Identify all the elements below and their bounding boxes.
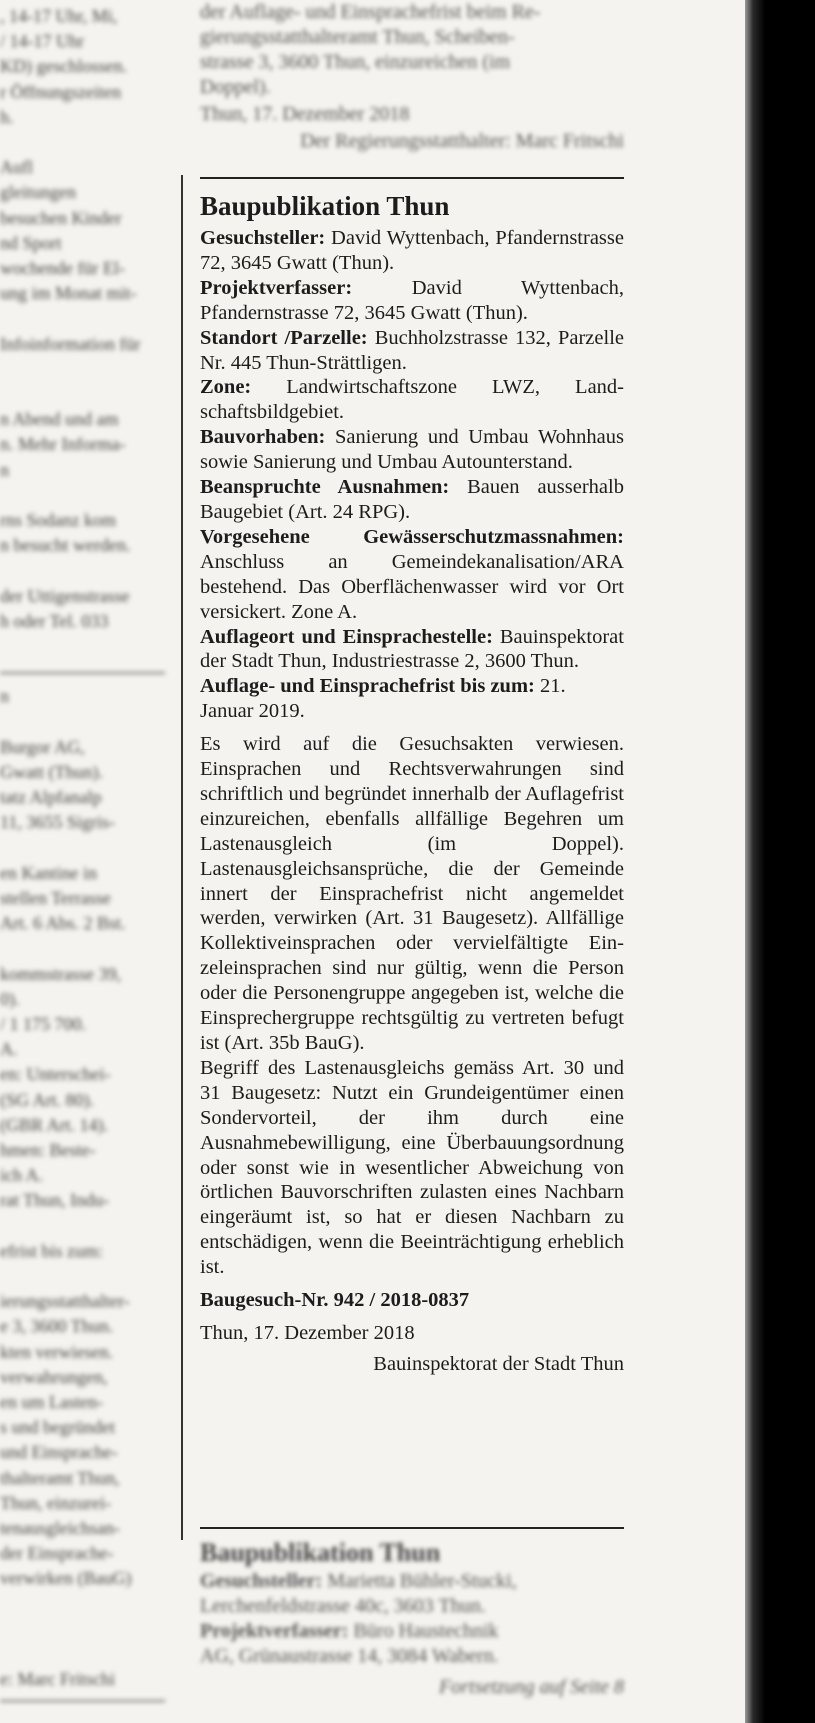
fragment-date: Thun, 17. Dezember 2018 <box>200 103 410 125</box>
left-column-line: rns Sodanz kom <box>0 510 116 530</box>
left-column-line: thalteramt Thun, <box>0 1467 120 1488</box>
left-column-line: verwahrungen, <box>0 1366 108 1387</box>
field-bauvorhaben <box>200 425 624 475</box>
left-column-line: tenausgleichsan- <box>0 1518 120 1538</box>
article-baupublikation <box>200 190 624 1377</box>
left-column-line: , 14-17 Uhr, Mi, <box>0 6 118 26</box>
left-column-line: besuchen Kinder <box>0 207 122 228</box>
left-column-line: h. <box>0 106 14 127</box>
fragment-line: strasse 3, 3600 Thun, einzureichen (im <box>200 51 511 73</box>
article-title: Baupublikation Thun <box>200 191 450 221</box>
divider-rule <box>200 1527 624 1529</box>
field-value: Büro Haustechnik <box>348 1620 499 1642</box>
left-column-line: 0). <box>0 988 20 1009</box>
left-column-line: nd Sport <box>0 232 62 253</box>
left-column-line: n <box>0 686 9 707</box>
left-column-line: Thun, einzurei- <box>0 1492 111 1513</box>
field-label: Gesuchsteller: <box>200 1570 323 1592</box>
field-einsprachefrist <box>200 674 624 724</box>
left-column-line: h oder Tel. 033 <box>0 610 109 631</box>
left-column-line: en um Lasten- <box>0 1392 103 1412</box>
left-column-line: der Uttigenstrasse <box>0 585 130 606</box>
left-column-line: KD) geschlossen. <box>0 56 127 77</box>
left-column-line: wochende für El- <box>0 258 125 278</box>
left-column-line: Infoinformation für <box>0 333 141 354</box>
left-column-line: e: Marc Fritschi <box>0 1669 115 1690</box>
body-paragraph: Es wird auf die Gesuchsakten verwiesen. Einsprachen und Rechtsverwahrungen sind schriftlich und begründet innerhalb der Auflagefrist einzureichen, ebenfalls allfällige Begehren um Lastenausgleich (im Doppel). Lastenausgleichsansprüche, die der Gemeinde innert der Einsprachefrist nicht angemeldet werden, verwirken (Art. 31 Baugesetz). Allfällige Kollektiveinsprachen oder vervielfältigte Einzeleinsprachen sind nur gültig, wenn die Person oder die Personengruppe angegeben ist, welche die Einsprechergruppe rechtsgültig zu vertreten befugt ist (Art. 35b BauG). <box>200 733 624 1054</box>
field-value: Landwirtschaftszone LWZ, Landschaftsbildgebiet. <box>200 376 624 424</box>
next-article-title: Baupublikation Thun <box>200 1538 441 1567</box>
left-column-line: hmen: Beste- <box>0 1140 96 1160</box>
left-column-line: n Abend und am <box>0 409 119 430</box>
left-column-line: Gwatt (Thun). <box>0 762 103 782</box>
left-column-line: / 14-17 Uhr <box>0 31 84 52</box>
left-column-line: der Einsprache- <box>0 1543 114 1564</box>
left-column-line: efrist bis zum: <box>0 1240 103 1261</box>
left-column-line: r Öffnungszeiten <box>0 81 122 102</box>
fragment-signature: Der Regierungsstatthalter: Marc Fritschi <box>300 130 624 152</box>
left-column-line: kommstrasse 39, <box>0 963 121 984</box>
field-label: Beanspruchte Ausnahmen: <box>200 476 450 499</box>
left-column-line: rat Thun, Indu- <box>0 1190 110 1211</box>
left-column-fragment <box>0 0 165 1723</box>
left-column-line: tatz Alpfanalp <box>0 787 102 808</box>
field-value: Anschluss an Gemeindekanalisation/ARA bestehend. Das Oberflächenwasser wird vor Ort versickert. Zone A. <box>200 550 624 623</box>
next-line <box>200 1569 624 1594</box>
left-column-line: e 3, 3600 Thun. <box>0 1316 114 1337</box>
field-projektverfasser <box>200 276 624 326</box>
left-column-rule <box>0 1700 165 1702</box>
field-value: David Wyttenbach, Pfandernstrasse 72, 3645 Gwatt (Thun). <box>200 276 624 324</box>
next-line <box>200 1619 624 1644</box>
left-column-line: A. <box>0 1039 18 1060</box>
left-column-line: en Kantine in <box>0 862 97 883</box>
field-value: Marietta Bühler-Stucki, <box>322 1570 517 1592</box>
left-column-line: kten verwiesen. <box>0 1341 113 1362</box>
field-value: Bauinspektorat der Stadt Thun, Industriestrasse 2, 3600 Thun. <box>200 625 624 673</box>
field-label: Standort /Parzelle: <box>200 326 368 349</box>
column-divider <box>181 175 183 1540</box>
fragment-line: der Auflage- und Einsprachefrist beim Re- <box>200 1 541 23</box>
field-label: Projektverfasser: <box>200 1620 349 1642</box>
next-article-fragment <box>200 1540 624 1700</box>
article-date: Thun, 17. Dezember 2018 <box>200 1321 415 1344</box>
left-column-line: 11, 3655 Sigris- <box>0 812 115 833</box>
continuation-note: Fortsetzung auf Seite 8 <box>439 1676 624 1698</box>
baugesuch-number: Baugesuch-Nr. 942 / 2018-0837 <box>200 1289 470 1312</box>
left-column-rule <box>0 672 165 674</box>
field-value: 21. Januar 2019. <box>200 675 566 723</box>
left-column-line: ung im Monat mit- <box>0 283 137 304</box>
left-column-line: stellen Terrasse <box>0 888 111 908</box>
field-standort <box>200 326 624 376</box>
field-auflageort <box>200 625 624 675</box>
left-column-line: en: Unterschei- <box>0 1064 111 1085</box>
left-column-line: ich A. <box>0 1165 43 1186</box>
fragment-line: gierungsstatthalteramt Thun, Scheiben- <box>200 26 515 48</box>
body-paragraph: Begriff des Lastenausgleichs gemäss Art. 30 und 31 Baugesetz: Nutzt ein Grundeigentümer einen Sondervorteil, der ihm durch eine Ausnahmebewilligung, eine Überbauungsordnung oder sonst wie in wesentlicher Abweichung von örtlichen Bauvorschriften zulasten eines Nachbarn eingeräumt ist, so hat er diesen Nachbarn zu entschädigen, wenn die Beeinträchtigung erheblich ist. <box>200 1056 624 1279</box>
next-line: Lerchenfeldstrasse 40c, 3603 Thun. <box>200 1595 486 1617</box>
left-column-line: Burgor AG, <box>0 736 85 757</box>
field-label: Gesuchsteller: <box>200 227 326 249</box>
left-column-line: s und begründet <box>0 1417 115 1438</box>
divider-rule <box>200 177 624 179</box>
left-column-line: n <box>0 459 9 480</box>
field-label: Projektverfasser: <box>200 276 353 299</box>
field-ausnahmen <box>200 475 624 525</box>
left-column-line: und Einsprache- <box>0 1442 118 1463</box>
page-edge-shadow <box>745 0 815 1723</box>
left-column-line: (GBR Art. 14). <box>0 1114 108 1135</box>
left-column-line: (SG Art. 80). <box>0 1089 94 1110</box>
left-column-line: gleitungen <box>0 182 76 203</box>
left-column-line: n besucht werden. <box>0 535 131 556</box>
field-label: Auflage- und Einsprachefrist bis zum: <box>200 675 535 698</box>
left-column-line: Aufl <box>0 157 33 178</box>
left-column-line: Art. 6 Abs. 2 Bst. <box>0 913 126 934</box>
left-column-line: ierungsstatthalter- <box>0 1291 130 1312</box>
field-label: Vorgesehene Gewässerschutzmassnahmen: <box>200 525 624 548</box>
next-line: AG, Grünaustrasse 14, 3084 Wabern. <box>200 1645 499 1667</box>
field-label: Bauvorhaben: <box>200 426 326 449</box>
field-gesuchsteller <box>200 226 624 276</box>
left-column-line: / 1 175 700. <box>0 1014 87 1034</box>
fragment-line: Doppel). <box>200 76 271 98</box>
left-column-line: n. Mehr Informa- <box>0 434 126 455</box>
field-value: Sanierung und Umbau Wohnhaus sowie Sanierung und Umbau Autounterstand. <box>200 426 624 474</box>
field-value: Buchholzstrasse 132, Parzelle Nr. 445 Thun-Strättligen. <box>200 326 624 374</box>
field-label: Auflageort und Einsprachestelle: <box>200 625 493 648</box>
field-zone <box>200 375 624 425</box>
field-value: David Wyttenbach, Pfandernstrasse 72, 3645 Gwatt (Thun). <box>200 227 624 274</box>
left-column-line: verwirken (BauG) <box>0 1568 132 1589</box>
field-label: Zone: <box>200 376 252 399</box>
field-value: Bauen ausserhalb Baugebiet (Art. 24 RPG). <box>200 476 624 523</box>
article-signature: Bauinspektorat der Stadt Thun <box>373 1352 624 1375</box>
previous-article-fragment <box>200 0 624 154</box>
field-gewaesserschutz <box>200 525 624 625</box>
